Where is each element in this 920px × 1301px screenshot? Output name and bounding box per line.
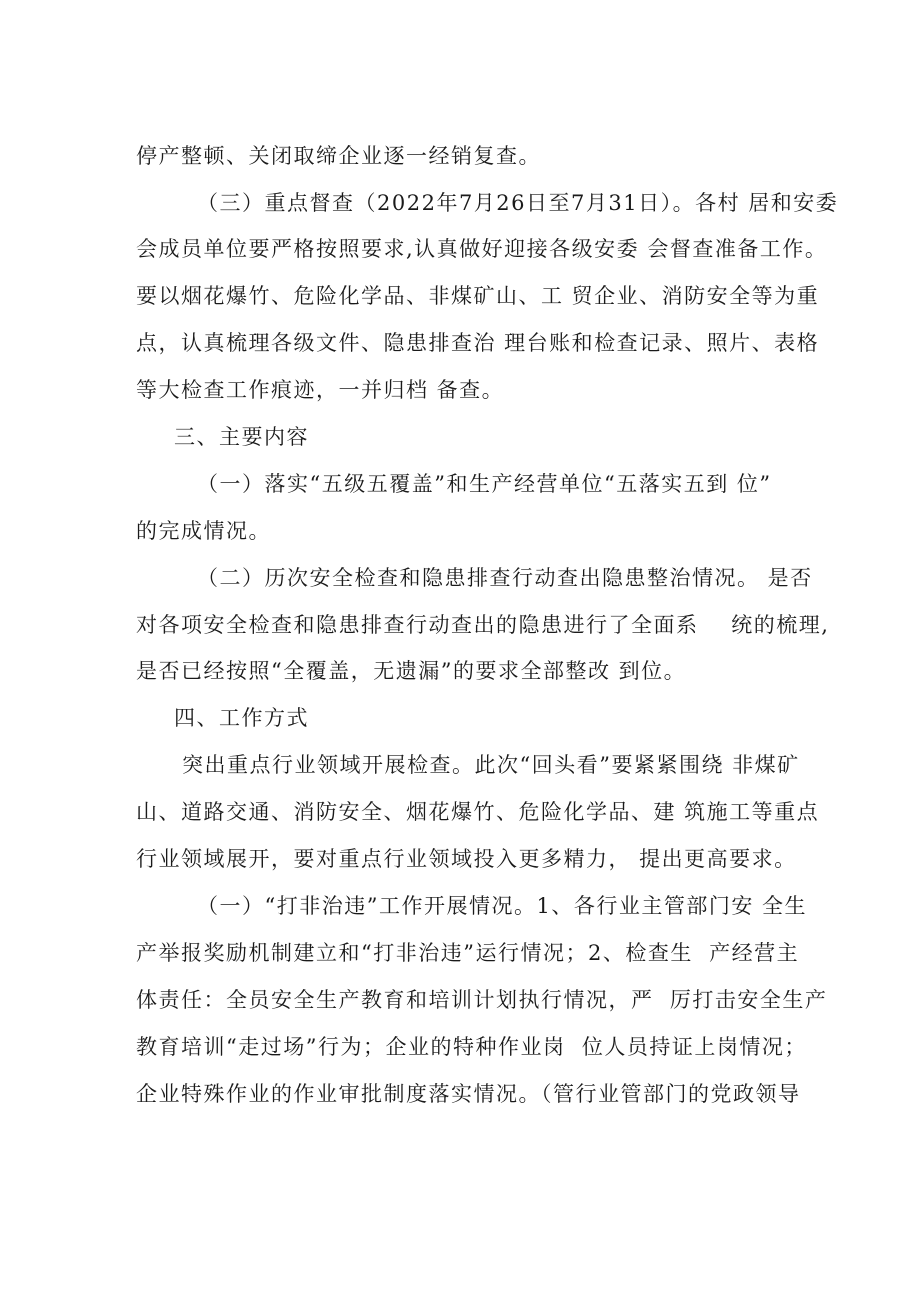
paragraph-line: 企业特殊作业的作业审批制度落实情况。（管行业管部门的党政领导 xyxy=(136,1082,801,1106)
paragraph-line: 等大检查工作痕迹，一并归档 备查。 xyxy=(136,378,505,402)
paragraph-line: 行业领域展开，要对重点行业领域投入更多精力， 提出更高要求。 xyxy=(136,847,797,871)
paragraph-line: 会成员单位要严格按照要求,认真做好迎接各级安委 会督查准备工作。 xyxy=(136,237,828,261)
paragraph-line: （三）重点督查（2022年7月26日至7月31日）。各村 居和安委 xyxy=(197,191,839,215)
section-heading: 三、主要内容 xyxy=(174,425,309,449)
paragraph-line: 体责任：全员安全生产教育和培训计划执行情况，严 厉打击安全生产 xyxy=(136,988,828,1012)
paragraph-line: （一）落实“五级五覆盖”和生产经营单位“五落实五到 位” xyxy=(197,472,772,496)
paragraph-line: 要以烟花爆竹、危险化学品、非煤矿山、工 贸企业、消防安全等为重 xyxy=(136,284,820,308)
paragraph-line: （二）历次安全检查和隐患排查行动查出隐患整治情况。 是否 xyxy=(197,566,813,590)
section-heading: 四、工作方式 xyxy=(174,706,309,730)
paragraph-line: 的完成情况。 xyxy=(136,519,271,543)
paragraph-line: 停产整顿、关闭取缔企业逐一经销复查。 xyxy=(136,144,541,168)
paragraph-line: （一）“打非治违”工作开展情况。1、各行业主管部门安 全生 xyxy=(197,894,808,918)
paragraph-line: 点，认真梳理各级文件、隐患排查治 理台账和检查记录、照片、表格 xyxy=(136,331,820,355)
paragraph-line: 突出重点行业领域开展检查。此次“回头看”要紧紧围绕 非煤矿 xyxy=(182,753,800,777)
paragraph-line: 对各项安全检查和隐患排查行动查出的隐患进行了全面系 统的梳理, xyxy=(136,613,830,637)
paragraph-line: 产举报奖励机制建立和“打非治违”运行情况；2、检查生 产经营主 xyxy=(136,941,800,965)
paragraph-line: 是否已经按照“全覆盖，无遗漏”的要求全部整改 到位。 xyxy=(136,659,687,683)
paragraph-line: 山、道路交通、消防安全、烟花爆竹、危险化学品、建 筑施工等重点 xyxy=(136,800,820,824)
paragraph-line: 教育培训“走过场”行为；企业的特种作业岗 位人员持证上岗情况； xyxy=(136,1035,807,1059)
